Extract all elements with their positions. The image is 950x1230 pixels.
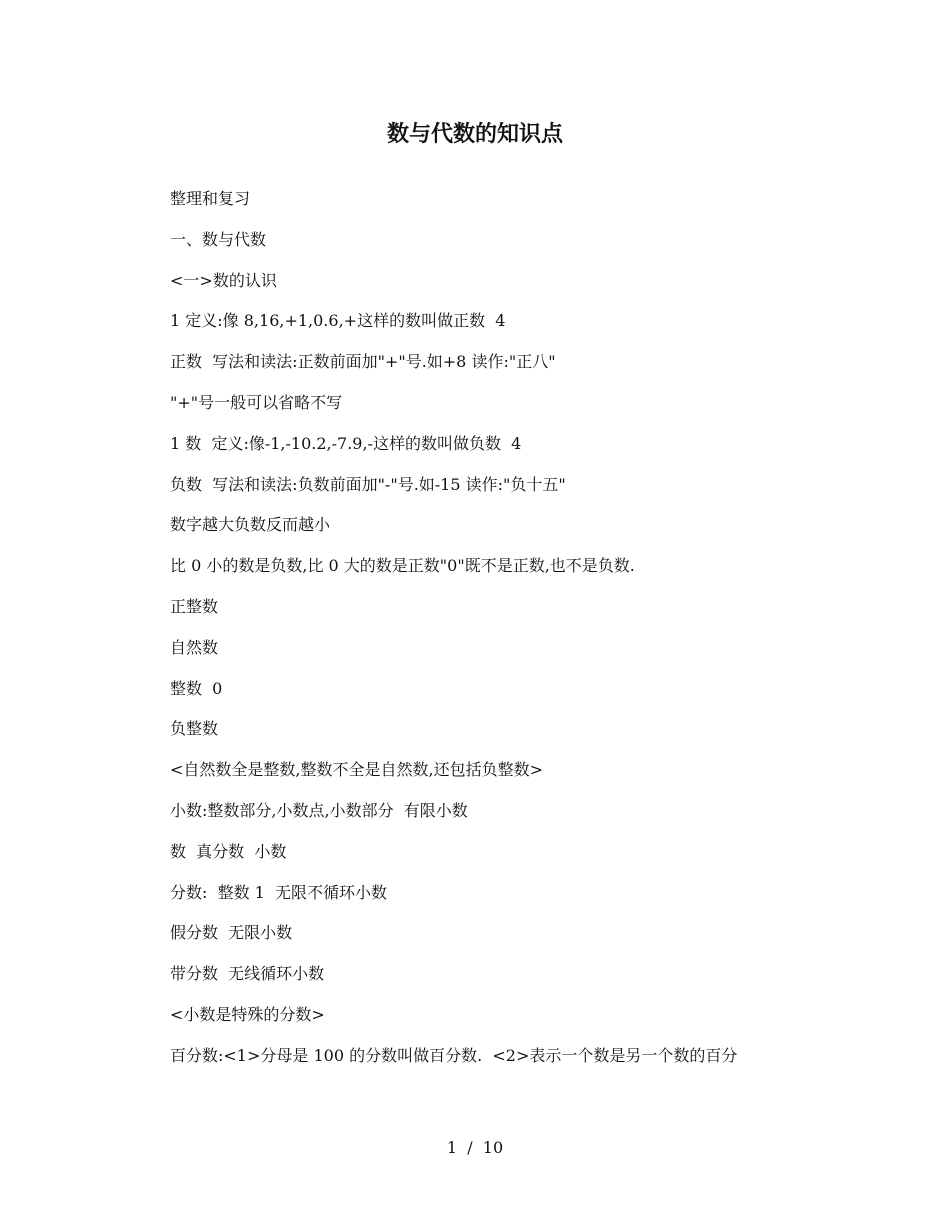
body-line: 正整数 (170, 596, 219, 616)
body-line: 假分数 无限小数 (170, 923, 293, 943)
body-line: 负数 写法和读法:负数前面加"-"号.如-15 读作:"负十五" (170, 474, 566, 494)
body-line: "+"号一般可以省略不写 (170, 392, 343, 412)
document-title: 数与代数的知识点 (386, 121, 563, 147)
document-body (170, 183, 870, 1081)
body-line: 负整数 (170, 719, 219, 739)
body-line: 比 0 小的数是负数,比 0 大的数是正数"0"既不是正数,也不是负数. (170, 556, 635, 576)
body-line: <一>数的认识 (170, 270, 277, 290)
body-line: 正数 写法和读法:正数前面加"+"号.如+8 读作:"正八" (170, 352, 556, 372)
body-line: <自然数全是整数,整数不全是自然数,还包括负整数> (170, 760, 543, 780)
body-line: 小数:整数部分,小数点,小数部分 有限小数 (170, 800, 468, 820)
body-line: 整数 0 (170, 678, 223, 698)
body-line: 带分数 无线循环小数 (170, 964, 325, 984)
body-line: 一、数与代数 (170, 229, 267, 249)
body-line: 1 定义:像 8,16,+1,0.6,+这样的数叫做正数 4 (170, 311, 506, 331)
body-line: 百分数:<1>分母是 100 的分数叫做百分数. <2>表示一个数是另一个数的百分 (170, 1045, 738, 1065)
page-number: 1 / 10 (446, 1138, 504, 1157)
body-line: 数字越大负数反而越小 (170, 515, 331, 535)
body-line: 整理和复习 (170, 189, 251, 208)
body-line: 自然数 (170, 637, 219, 657)
body-line: 1 数 定义:像-1,-10.2,-7.9,-这样的数叫做负数 4 (170, 433, 522, 453)
body-line: 数 真分数 小数 (170, 841, 287, 861)
body-line: <小数是特殊的分数> (170, 1004, 325, 1024)
body-line: 分数: 整数 1 无限不循环小数 (170, 882, 388, 902)
